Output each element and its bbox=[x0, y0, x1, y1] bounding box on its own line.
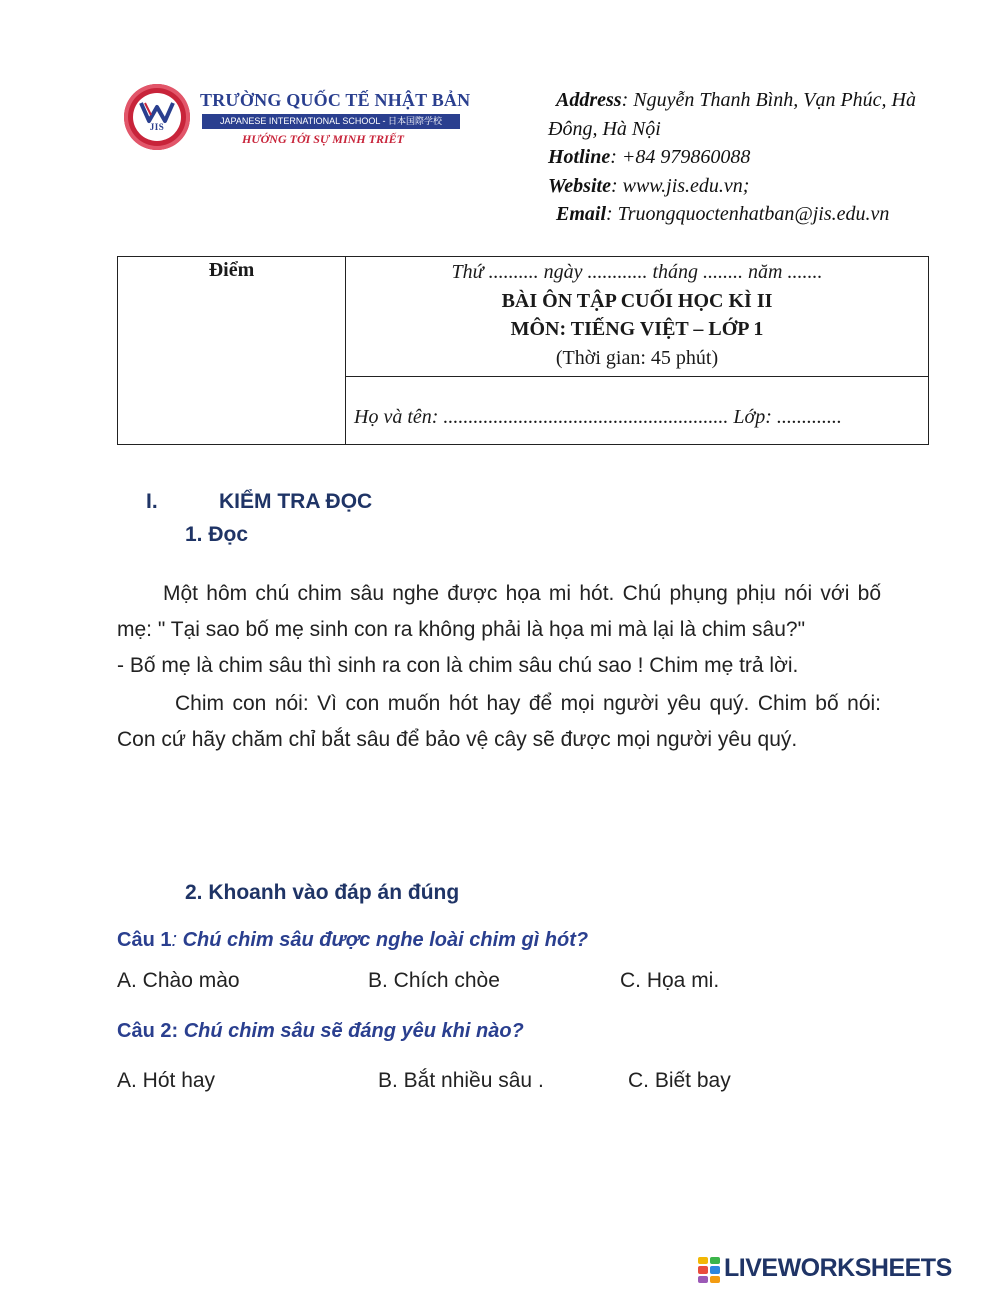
school-english-name: JAPANESE INTERNATIONAL SCHOOL - 日本国際学校 bbox=[202, 114, 460, 129]
exam-duration: (Thời gian: 45 phút) bbox=[555, 346, 719, 369]
question-2-label: Câu 2 bbox=[117, 1020, 172, 1042]
section-title: KIỂM TRA ĐỌC bbox=[219, 490, 373, 513]
score-label: Điểm bbox=[208, 259, 255, 281]
question-2-text: Chú chim sâu sẽ đáng yêu khi nào? bbox=[183, 1020, 524, 1042]
school-emblem-icon bbox=[124, 84, 190, 150]
address-value-continued: Đông, Hà Nội bbox=[548, 117, 661, 140]
student-name-cell bbox=[346, 377, 928, 444]
exam-title-cell bbox=[346, 257, 928, 377]
liveworksheets-wordmark: LIVEWORKSHEETS bbox=[724, 1254, 952, 1282]
question-1-separator: : bbox=[171, 929, 183, 951]
student-name-line: Họ và tên: ......................................................... Lớp: ............. bbox=[354, 406, 842, 428]
website-value: : www.jis.edu.vn; bbox=[610, 174, 750, 197]
question-1-option-a[interactable]: A. Chào mào bbox=[117, 969, 240, 992]
reading-paragraph-2: - Bố mẹ là chim sâu thì sinh ra con là chim sâu chú sao ! Chim mẹ trả lời. bbox=[117, 654, 799, 677]
section-numeral: I. bbox=[146, 490, 158, 513]
address-label: Address bbox=[556, 89, 622, 111]
school-name: TRƯỜNG QUỐC TẾ NHẬT BẢN bbox=[200, 90, 471, 110]
email-value: : Truongquoctenhatban@jis.edu.vn bbox=[606, 203, 890, 226]
exam-header-table bbox=[117, 256, 929, 445]
part-2-heading: 2. Khoanh vào đáp án đúng bbox=[185, 881, 460, 904]
part-1-heading: 1. Đọc bbox=[185, 523, 249, 546]
question-1-option-c[interactable]: C. Họa mi. bbox=[620, 969, 720, 992]
logo-abbreviation: JIS bbox=[149, 122, 165, 132]
exam-title: BÀI ÔN TẬP CUỐI HỌC KÌ II bbox=[501, 289, 773, 312]
liveworksheets-brand[interactable] bbox=[698, 1254, 998, 1288]
website-label: Website bbox=[548, 174, 611, 197]
date-line: Thứ .......... ngày ............ tháng ........ năm ....... bbox=[451, 261, 823, 283]
question-2-option-b[interactable]: B. Bắt nhiều sâu . bbox=[378, 1069, 544, 1092]
contact-info bbox=[548, 86, 988, 229]
email-label: Email bbox=[556, 203, 607, 226]
school-motto: HƯỚNG TỚI SỰ MINH TRIẾT bbox=[242, 132, 404, 146]
question-2 bbox=[117, 1020, 524, 1043]
reading-paragraph-3: Chim con nói: Vì con muốn hót hay để mọi người yêu quý. Chim bố nói: Con cứ hãy chăm chỉ bắt sâu để bảo vệ cây sẽ được mọi người yêu quý. bbox=[117, 692, 881, 751]
address-value: : Nguyễn Thanh Bình, Vạn Phúc, Hà bbox=[621, 89, 916, 111]
question-2-option-a[interactable]: A. Hót hay bbox=[117, 1069, 216, 1092]
question-2-option-c[interactable]: C. Biết bay bbox=[628, 1069, 731, 1092]
question-2-separator: : bbox=[171, 1020, 184, 1042]
exam-subject: MÔN: TIẾNG VIỆT – LỚP 1 bbox=[510, 318, 764, 340]
hotline-value: : +84 979860088 bbox=[610, 146, 751, 169]
school-logo bbox=[124, 84, 471, 156]
question-1-text: Chú chim sâu được nghe loài chim gì hót? bbox=[182, 929, 589, 951]
reading-paragraph-1: Một hôm chú chim sâu nghe được họa mi hót. Chú phụng phịu nói với bố mẹ: " Tại sao bố mẹ sinh con ra không phải là họa mi mà lại là chim sâu?" bbox=[117, 582, 881, 641]
question-1-option-b[interactable]: B. Chích chòe bbox=[368, 969, 500, 992]
liveworksheets-icon bbox=[698, 1257, 720, 1283]
score-cell bbox=[118, 257, 346, 444]
reading-passage bbox=[117, 576, 881, 758]
hotline-label: Hotline bbox=[548, 146, 611, 169]
question-1-label: Câu 1 bbox=[117, 929, 172, 951]
question-1 bbox=[117, 929, 588, 952]
